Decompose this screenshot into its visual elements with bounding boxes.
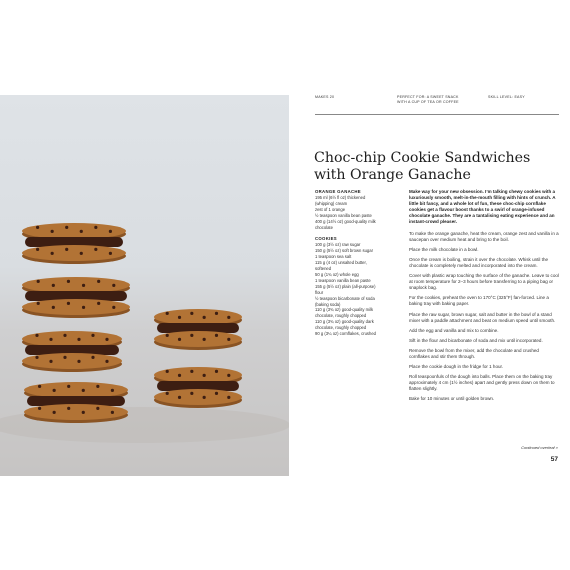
ingredient-line: 50 g (1¾ oz) whole egg: [315, 271, 359, 277]
title-line: with Orange Ganache: [314, 167, 471, 183]
ingredient-line: 195 ml (6½ fl oz) thickened: [315, 195, 366, 200]
choc-chip: [227, 316, 230, 319]
choc-chip: [35, 356, 38, 359]
choc-chip: [112, 306, 115, 309]
choc-chip: [203, 316, 206, 319]
choc-chip: [97, 302, 100, 305]
choc-chip: [227, 338, 230, 341]
choc-chip: [67, 280, 70, 283]
choc-chip: [82, 284, 85, 287]
choc-chip: [82, 411, 85, 414]
choc-chip: [49, 338, 52, 341]
ingredient-line: (baking soda): [315, 301, 341, 307]
method-step: To make the orange ganache, heat the cream, orange zest and vanilla in a saucepan over medium heat and bring to the boil.: [409, 230, 559, 242]
ingredient-line: 155 g (5½ oz) plain (all-purpose): [315, 283, 376, 289]
choc-chip: [109, 252, 112, 255]
method-step: Place the cookie dough in the fridge for 1 hour.: [409, 364, 504, 370]
ingredient-line: softened: [315, 266, 332, 272]
choc-chip: [166, 312, 169, 315]
method-step: Place the milk chocolate in a bowl.: [409, 246, 479, 252]
choc-chip: [80, 252, 83, 255]
recipe-title: [314, 150, 544, 184]
choc-chip: [112, 284, 115, 287]
choc-chip: [37, 302, 40, 305]
method-step: Sift in the flour and bicarbonate of soda and mix until incorporated.: [409, 337, 543, 343]
choc-chip: [91, 356, 94, 359]
choc-chip: [82, 306, 85, 309]
choc-chip: [215, 334, 218, 337]
ganache-ingredient-list: [315, 195, 399, 230]
choc-chip: [36, 248, 39, 251]
choc-chip: [178, 374, 181, 377]
choc-chip: [65, 248, 68, 251]
choc-chip: [105, 360, 108, 363]
continued-note: Continued overleaf »: [521, 445, 558, 450]
header-divider: [315, 114, 559, 115]
makes-label: MAKES 20: [315, 95, 335, 99]
cookies-heading: COOKIES: [315, 236, 337, 242]
choc-chip: [178, 338, 181, 341]
method-step: For the cookies, preheat the oven to 170°C (325°F) fan-forced. Line a baking tray with baking paper.: [409, 295, 549, 307]
choc-chip: [178, 396, 181, 399]
choc-chip: [52, 306, 55, 309]
choc-chip: [166, 392, 169, 395]
method-step: Bake for 10 minutes or until golden brown.: [409, 396, 495, 402]
choc-chip: [67, 302, 70, 305]
choc-chip: [63, 356, 66, 359]
choc-chip: [227, 396, 230, 399]
perfect-for-label: [397, 95, 477, 105]
ingredient-line: (whipping) cream: [315, 200, 348, 206]
choc-chip: [36, 226, 39, 229]
choc-chip: [38, 385, 41, 388]
method-step: Place the raw sugar, brown sugar, salt and butter in the bowl of a stand mixer with a paddle attachment and beat on medium speed until smooth.: [409, 311, 556, 323]
choc-chip: [166, 334, 169, 337]
choc-chip: [67, 407, 70, 410]
method-step: Add the egg and vanilla and mix to combine.: [409, 327, 499, 333]
choc-chip: [178, 316, 181, 319]
cookies-ingredient-list: [315, 242, 399, 337]
ingredient-line: flour: [315, 289, 324, 295]
choc-chip: [38, 407, 41, 410]
choc-chip: [96, 407, 99, 410]
ingredient-line: ½ teaspoon vanilla bean paste: [315, 212, 372, 218]
ingredient-line: 110 g (3¾ oz) good-quality milk: [315, 307, 374, 313]
perfect-for-line: PERFECT FOR: A SWEET SNACK: [397, 95, 459, 99]
choc-chip: [190, 312, 193, 315]
choc-chip: [97, 280, 100, 283]
choc-chip: [227, 374, 230, 377]
ingredient-line: zest of 1 orange: [315, 206, 346, 212]
page-number: 57: [550, 456, 558, 463]
choc-chip: [51, 252, 54, 255]
ingredient-line: 400 g (14½ oz) good-quality milk: [315, 218, 376, 224]
choc-chip: [63, 334, 66, 337]
ingredient-line: ½ teaspoon bicarbonate of soda: [315, 295, 375, 301]
ingredients-column: [315, 189, 399, 337]
ingredient-line: 150 g (5½ oz) soft brown sugar: [315, 248, 373, 254]
method-step: Roll teaspoonfuls of the dough into balls. Place them on the baking tray approximately 4 cm (1½ inches) apart and gently press down on them to flatten slightly.: [409, 374, 555, 392]
recipe-intro: Make way for your new obsession. I’m talking chewy cookies with a luxuriously smooth, melt-in-the-mouth filling with hints of crunch. A little bit fancy, and a whole lot of fun, these choc-chip cornflake cookies get a flavour boost thanks to a swirl of orange-infused chocolate ganache. They are a tantalising eating experience and an instant-crowd pleaser.: [409, 189, 556, 225]
choc-chip: [77, 338, 80, 341]
ingredient-line: 90 g (3¼ oz) cornflakes, crushed: [315, 331, 376, 337]
method-step: Cover with plastic wrap touching the surface of the ganache. Leave to cool at room temperature for 2–3 hours before transferring to a piping bag or snaplock bag.: [409, 273, 559, 291]
perfect-for-line: WITH A CUP OF TEA OR COFFEE: [397, 100, 459, 104]
choc-chip: [109, 230, 112, 233]
choc-chip: [203, 374, 206, 377]
choc-chip: [190, 334, 193, 337]
ingredient-line: chocolate, roughly chopped: [315, 325, 367, 331]
choc-chip: [91, 334, 94, 337]
choc-chip: [94, 226, 97, 229]
cookie-stacks-illustration: [0, 95, 289, 476]
method-steps: [409, 231, 559, 403]
choc-chip: [111, 389, 114, 392]
choc-chip: [82, 389, 85, 392]
recipe-photo: [0, 95, 289, 476]
choc-chip: [203, 396, 206, 399]
choc-chip: [215, 370, 218, 373]
title-line: Choc-chip Cookie Sandwiches: [314, 150, 531, 166]
choc-chip: [96, 385, 99, 388]
choc-chip: [53, 411, 56, 414]
ingredient-line: chocolate, roughly chopped: [315, 313, 367, 319]
choc-chip: [105, 338, 108, 341]
ingredient-line: 115 g (4 oz) unsalted butter,: [315, 260, 367, 266]
choc-chip: [203, 338, 206, 341]
ingredient-line: 110 g (3¾ oz) good-quality dark: [315, 319, 374, 325]
choc-chip: [77, 360, 80, 363]
choc-chip: [190, 370, 193, 373]
ingredient-line: 100 g (3½ oz) raw sugar: [315, 242, 361, 248]
choc-chip: [190, 392, 193, 395]
choc-chip: [53, 389, 56, 392]
skill-level-label: SKILL LEVEL: EASY: [488, 95, 525, 99]
ingredient-line: 1 teaspoon vanilla bean paste: [315, 277, 371, 283]
method-column: [409, 189, 559, 407]
ingredient-line: chocolate: [315, 224, 333, 230]
ganache-heading: ORANGE GANACHE: [315, 189, 361, 194]
recipe-page: [289, 95, 570, 476]
method-step: Once the cream is boiling, strain it over the chocolate. Whisk until the chocolate is completely melted and incorporated into the cream.: [409, 256, 548, 268]
ingredient-line: 1 teaspoon sea salt: [315, 254, 352, 260]
choc-chip: [65, 226, 68, 229]
choc-chip: [80, 230, 83, 233]
choc-chip: [215, 392, 218, 395]
choc-chip: [94, 248, 97, 251]
choc-chip: [52, 284, 55, 287]
choc-chip: [166, 370, 169, 373]
choc-chip: [49, 360, 52, 363]
choc-chip: [35, 334, 38, 337]
choc-chip: [51, 230, 54, 233]
choc-chip: [111, 411, 114, 414]
method-step: Remove the bowl from the mixer, add the chocolate and crushed cornflakes and stir them through.: [409, 347, 539, 359]
choc-chip: [67, 385, 70, 388]
choc-chip: [215, 312, 218, 315]
choc-chip: [37, 280, 40, 283]
